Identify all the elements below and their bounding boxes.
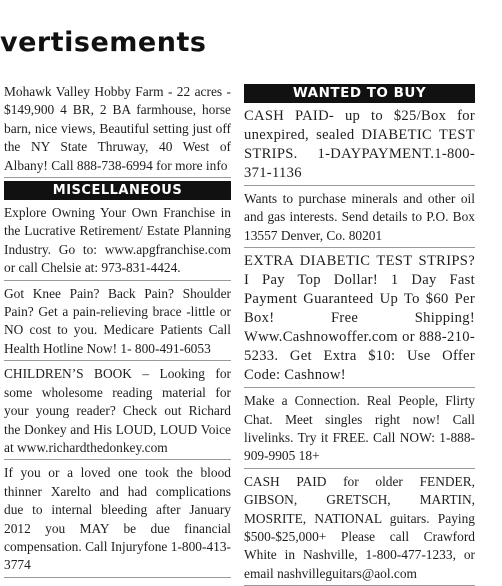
classified-ad: Make a Connection. Real People, Flirty Chat. Meet singles right now! Call livelinks. Try it FREE. Call NOW: 1-888-909-9905 18+ — [244, 391, 475, 469]
classified-ad: Mohawk Valley Hobby Farm - 22 acres - $149,900 4 BR, 2 BA farmhouse, horse barn, nice views, Beautiful setting just off the NY State Thruway, 40 West of Albany! Call 888-738-6994 for more info — [4, 82, 231, 178]
left-column — [4, 82, 231, 573]
classified-ad: CASH PAID- up to $25/Box for unexpired, sealed DIABETIC TEST STRIPS. 1-DAYPAYMENT.1-800-371-1136 — [244, 106, 475, 186]
section-header-wanted-to-buy: WANTED TO BUY — [244, 84, 475, 103]
classified-ad: CASH PAID for older FENDER, GIBSON, GRETSCH, MARTIN, MOSRITE, NATIONAL guitars. Paying $500-$25,000+ Please call Crawford White in Nashville, 1-800-477-1233, or email nashvilleguitars@aol.com — [244, 472, 475, 586]
classified-ad: Wants to purchase minerals and other oil and gas interests. Send details to P.O. Box 13557 Denver, Co. 80201 — [244, 189, 475, 248]
page-heading: vertisements — [0, 27, 207, 58]
classified-ad: CHILDREN’S BOOK – Looking for some wholesome reading material for your young reader? Check out Richard the Donkey and His LOUD, LOUD Voice at www.richardthedonkey.com — [4, 364, 231, 460]
classified-ad: Got Knee Pain? Back Pain? Shoulder Pain? Get a pain-relieving brace -little or NO cost to you. Medicare Patients Call Health Hotline Now! 1- 800-491-6053 — [4, 284, 231, 362]
classified-ad: If you or a loved one took the blood thinner Xarelto and had complications due to internal bleeding after January 2012 you MAY be due financial compensation. Call Injuryfone 1-800-413-3774 — [4, 463, 231, 577]
right-column — [244, 82, 475, 581]
classified-ad: Explore Owning Your Own Franchise in the Lucrative Retirement/ Estate Planning Industry. Go to: www.apgfranchise.com or call Chelsie at: 973-831-4424. — [4, 203, 231, 281]
section-header-miscellaneous: MISCELLANEOUS — [4, 181, 231, 200]
classified-ad: EXTRA DIABETIC TEST STRIPS? I Pay Top Dollar! 1 Day Fast Payment Guaranteed Up To $60 Per Box! Free Shipping! Www.Cashnowoffer.com or 888-210-5233. Get Extra $10: Use Offer Code: Cashnow! — [244, 251, 475, 388]
